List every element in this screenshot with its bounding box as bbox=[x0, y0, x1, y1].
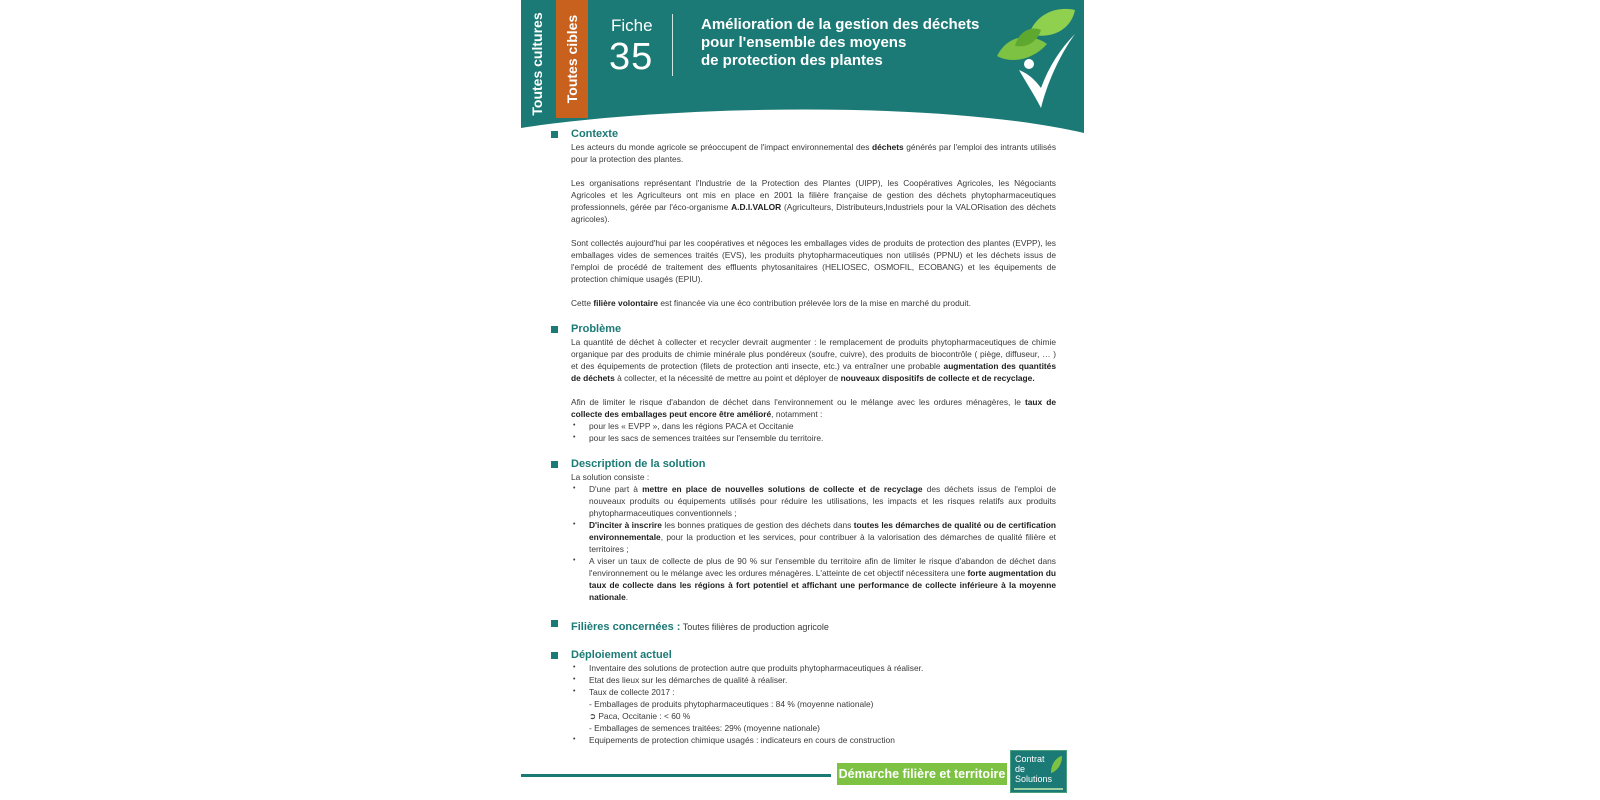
fiche-page bbox=[521, 0, 1084, 800]
section-heading: Filières concernées : bbox=[571, 621, 681, 633]
fiche-content bbox=[551, 128, 1056, 760]
section-solution bbox=[551, 458, 1056, 603]
bullet-list bbox=[571, 662, 1056, 746]
contrat-solutions-logo: Contrat de Solutions bbox=[1010, 750, 1067, 793]
paragraph: Les acteurs du monde agricole se préoccupent de l'impact environnemental des déchets générés par l'emploi des intrants utilisés pour la protection des plantes. bbox=[571, 142, 1057, 164]
logo-underline bbox=[1014, 788, 1063, 790]
tab-toutes-cultures: Toutes cultures bbox=[529, 12, 545, 116]
list-item: • D'inciter à inscrire les bonnes pratiques de gestion des déchets dans toutes les démarches de qualité ou de certification environnementale, pour la production et les services, pour contribuer à la valorisation des démarches de qualité filière et territoires ; bbox=[571, 519, 1056, 555]
section-bullet bbox=[551, 461, 558, 468]
list-item: • Taux de collecte 2017 : - Emballages de produits phytopharmaceutiques : 84 % (moyenne nationale) ➲ Paca, Occitanie : < 60 % - Emballages de semences traitées: 29% (moyenne nationale) bbox=[571, 686, 1056, 734]
list-item: • Inventaire des solutions de protection autre que produits phytopharmaceutiques à réaliser. bbox=[571, 662, 1056, 674]
paragraph: Afin de limiter le risque d'abandon de déchet dans l'environnement ou le mélange avec les ordures ménagères, le taux de collecte des emballages peut encore être amélioré, notamment : bbox=[571, 397, 1056, 419]
paragraph: La solution consiste : bbox=[571, 472, 650, 482]
header-divider bbox=[672, 14, 673, 76]
filieres-text: Toutes filières de production agricole bbox=[680, 622, 829, 632]
bullet-list bbox=[571, 420, 1056, 444]
section-heading: Contexte bbox=[571, 128, 619, 140]
section-bullet bbox=[551, 131, 558, 138]
section-heading: Déploiement actuel bbox=[571, 649, 672, 661]
header-banner bbox=[521, 0, 1084, 133]
fiche-title: Amélioration de la gestion des déchets pour l'ensemble des moyens de protection des plantes bbox=[701, 16, 980, 69]
section-deploiement bbox=[551, 649, 1056, 746]
leaf-icon bbox=[1049, 755, 1063, 775]
section-heading: Description de la solution bbox=[571, 458, 706, 470]
list-item: • pour les « EVPP », dans les régions PACA et Occitanie bbox=[571, 420, 1056, 432]
list-item: • Equipements de protection chimique usagés : indicateurs en cours de construction bbox=[571, 734, 1056, 746]
list-item: • D'une part à mettre en place de nouvelles solutions de collecte et de recyclage des déchets issus de l'emploi de nouveaux produits ou équipements utilisés pour réduire les utilisations, les impacts et les risques relatifs aux produits phytopharmaceutiques conventionnels ; bbox=[571, 483, 1056, 519]
section-bullet bbox=[551, 326, 558, 333]
list-item: • A viser un taux de collecte de plus de 90 % sur l'ensemble du territoire afin de limiter le risque d'abandon de déchet dans l'environnement ou le mélange avec les ordures ménagères. L'atteinte de cet objectif nécessitera une forte augmentation du taux de collecte dans les régions à fort potentiel et affichant une performance de collecte inférieure à la moyenne nationale. bbox=[571, 555, 1056, 603]
paragraph: Cette filière volontaire est financée via une éco contribution prélevée lors de la mise en marché du produit. bbox=[571, 298, 971, 308]
paragraph: Les organisations représentant l'Industrie de la Protection des Plantes (UIPP), les Coopératives Agricoles, les Négociants Agricoles et les Agriculteurs ont mis en place en 2001 la filière française de gestion des déchets phytopharmaceutiques professionnels, gérée par l'éco-organisme A.D.I.VALOR (Agriculteurs, Distributeurs,Industriels pour la VALORisation des déchets agricoles). bbox=[571, 178, 1056, 224]
section-contexte bbox=[551, 128, 1056, 309]
footer-rule bbox=[521, 774, 831, 777]
section-bullet bbox=[551, 620, 558, 627]
fiche-number: 35 bbox=[609, 36, 654, 78]
paragraph: La quantité de déchet à collecter et recycler devrait augmenter : le remplacement de produits phytopharmaceutiques de chimie organique par des produits de chimie minérale plus pondéreux (soufre, cuivre), des produits de biocontrôle ( piège, diffuseur, … ) et des équipements de protection (filets de protection anti insecte, etc.) va entraîner une probable augmentation des quantités de déchets à collecter, et la nécessité de mettre au point et déployer de nouveaux dispositifs de collecte et de recyclage. bbox=[571, 337, 1056, 383]
section-bullet bbox=[551, 652, 558, 659]
leaf-check-logo-icon bbox=[989, 4, 1079, 112]
section-heading: Problème bbox=[571, 323, 622, 335]
tab-toutes-cibles: Toutes cibles bbox=[556, 0, 588, 118]
list-item: • pour les sacs de semences traitées sur l'ensemble du territoire. bbox=[571, 432, 1056, 444]
section-filieres bbox=[551, 617, 1056, 635]
paragraph: Sont collectés aujourd'hui par les coopératives et négoces les emballages vides de produits de protection des plantes (EVPP), les emballages vides de semences traités (EVS), les produits phytopharmaceutiques non utilisés (PPNU) et les déchets issus de l'emploi de procédé de traitement des effluents phytosanitaires (HELIOSEC, OSMOFIL, ECOBANG) et les équipements de protection chimique usagés (EPIU). bbox=[571, 238, 1056, 284]
demarche-badge: Démarche filière et territoire bbox=[837, 763, 1007, 785]
fiche-label: Fiche bbox=[611, 16, 653, 35]
list-item: • Etat des lieux sur les démarches de qualité à réaliser. bbox=[571, 674, 1056, 686]
bullet-list bbox=[571, 483, 1056, 603]
section-probleme bbox=[551, 323, 1056, 444]
